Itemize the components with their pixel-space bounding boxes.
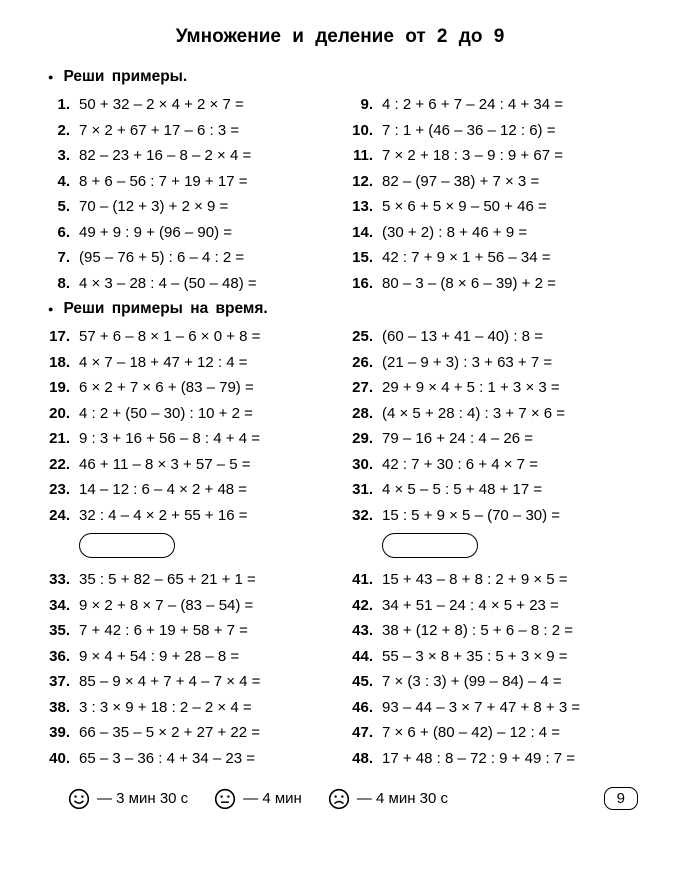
- legend-item-neutral: [214, 788, 302, 810]
- exercise-row: [40, 426, 337, 452]
- exercise-number: 16.: [352, 274, 373, 292]
- page-number-badge: [604, 787, 638, 810]
- exercise-expression: 93 – 44 – 3 × 7 + 47 + 8 + 3 =: [382, 698, 581, 716]
- exercise-row: [40, 695, 337, 721]
- exercise-expression: 57 + 6 – 8 × 1 – 6 × 0 + 8 =: [79, 328, 261, 345]
- legend-label-sad: — 4 мин 30 с: [356, 790, 448, 807]
- exercise-expression: 7 × 2 + 67 + 17 – 6 : 3 =: [79, 121, 240, 139]
- exercise-number: 25.: [352, 328, 373, 345]
- exercise-number: 28.: [352, 404, 373, 422]
- exercise-expression: (21 – 9 + 3) : 3 + 63 + 7 =: [382, 353, 553, 371]
- exercise-expression: (4 × 5 + 28 : 4) : 3 + 7 × 6 =: [382, 404, 566, 422]
- exercise-row: [343, 426, 640, 452]
- exercise-row: [40, 644, 337, 670]
- exercise-list-17-24: [40, 324, 337, 528]
- exercise-expression: 50 + 32 – 2 × 4 + 2 × 7 =: [79, 96, 244, 113]
- exercise-number: 7.: [57, 249, 70, 266]
- exercise-row: [343, 669, 640, 695]
- section1-heading: [48, 68, 640, 86]
- exercise-number: 11.: [352, 147, 373, 164]
- exercise-row: [343, 350, 640, 376]
- exercise-row: [40, 746, 337, 772]
- exercise-row: [40, 452, 337, 478]
- exercise-number: 21.: [49, 430, 70, 447]
- exercise-number: 38.: [49, 698, 70, 716]
- exercise-row: [40, 194, 337, 220]
- time-legend: [68, 788, 448, 810]
- exercise-expression: 80 – 3 – (8 × 6 – 39) + 2 =: [382, 274, 556, 292]
- exercise-number: 35.: [49, 622, 70, 639]
- exercise-row: [343, 401, 640, 427]
- exercise-number: 10.: [352, 121, 373, 139]
- exercise-number: 37.: [49, 673, 70, 690]
- exercise-number: 46.: [352, 698, 373, 716]
- exercise-row: [343, 324, 640, 350]
- exercise-row: [343, 92, 640, 118]
- exercise-number: 39.: [49, 724, 70, 741]
- exercise-number: 24.: [49, 506, 70, 524]
- legend-label-neutral: — 4 мин: [243, 790, 302, 807]
- exercise-row: [343, 618, 640, 644]
- exercise-row: [343, 220, 640, 246]
- exercise-expression: 15 + 43 – 8 + 8 : 2 + 9 × 5 =: [382, 571, 568, 588]
- exercise-expression: 7 × (3 : 3) + (99 – 84) – 4 =: [382, 673, 562, 690]
- exercise-expression: 4 : 2 + 6 + 7 – 24 : 4 + 34 =: [382, 96, 563, 113]
- exercise-expression: 3 : 3 × 9 + 18 : 2 – 2 × 4 =: [79, 698, 252, 716]
- exercise-expression: 42 : 7 + 9 × 1 + 56 – 34 =: [382, 249, 551, 266]
- exercise-number: 33.: [49, 571, 70, 588]
- exercise-expression: 7 : 1 + (46 – 36 – 12 : 6) =: [382, 121, 556, 139]
- exercise-number: 32.: [352, 506, 373, 524]
- exercise-number: 26.: [352, 353, 373, 371]
- section2-group1-columns: [40, 324, 640, 528]
- legend-label-happy: — 3 мин 30 с: [97, 790, 189, 807]
- exercise-number: 42.: [352, 596, 373, 614]
- exercise-expression: 4 : 2 + (50 – 30) : 10 + 2 =: [79, 404, 253, 422]
- exercise-row: [40, 375, 337, 401]
- exercise-expression: (30 + 2) : 8 + 46 + 9 =: [382, 223, 528, 241]
- exercise-list-9-16: [343, 92, 640, 296]
- exercise-number: 29.: [352, 430, 373, 447]
- exercise-expression: 32 : 4 – 4 × 2 + 55 + 16 =: [79, 506, 248, 524]
- time-answer-boxes-row1: [40, 533, 640, 558]
- exercise-row: [40, 503, 337, 529]
- exercise-row: [40, 618, 337, 644]
- exercise-number: 41.: [352, 571, 373, 588]
- exercise-expression: 9 × 2 + 8 × 7 – (83 – 54) =: [79, 596, 254, 614]
- exercise-expression: 38 + (12 + 8) : 5 + 6 – 8 : 2 =: [382, 622, 573, 639]
- exercise-row: [343, 375, 640, 401]
- exercise-row: [343, 567, 640, 593]
- exercise-row: [40, 92, 337, 118]
- exercise-expression: (95 – 76 + 5) : 6 – 4 : 2 =: [79, 249, 245, 266]
- exercise-expression: 9 × 4 + 54 : 9 + 28 – 8 =: [79, 647, 240, 665]
- exercise-number: 43.: [352, 622, 373, 639]
- neutral-face-icon: [214, 788, 236, 810]
- exercise-expression: 29 + 9 × 4 + 5 : 1 + 3 × 3 =: [382, 379, 560, 396]
- exercise-expression: 66 – 35 – 5 × 2 + 27 + 22 =: [79, 724, 260, 741]
- exercise-number: 44.: [352, 647, 373, 665]
- exercise-number: 18.: [49, 353, 70, 371]
- exercise-number: 40.: [49, 749, 70, 767]
- exercise-list-1-8: [40, 92, 337, 296]
- exercise-expression: 4 × 3 – 28 : 4 – (50 – 48) =: [79, 274, 257, 292]
- exercise-expression: 8 + 6 – 56 : 7 + 19 + 17 =: [79, 172, 248, 190]
- exercise-expression: 55 – 3 × 8 + 35 : 5 + 3 × 9 =: [382, 647, 568, 665]
- exercise-number: 23.: [49, 481, 70, 498]
- exercise-list-41-48: [343, 567, 640, 771]
- section2-heading: [48, 300, 640, 318]
- exercise-expression: 82 – (97 – 38) + 7 × 3 =: [382, 172, 540, 190]
- exercise-number: 13.: [352, 198, 373, 215]
- exercise-row: [343, 746, 640, 772]
- exercise-row: [343, 593, 640, 619]
- exercise-list-25-32: [343, 324, 640, 528]
- exercise-list-33-40: [40, 567, 337, 771]
- bullet-icon: ●: [48, 71, 54, 82]
- legend-item-sad: [328, 788, 448, 810]
- exercise-number: 19.: [49, 379, 70, 396]
- exercise-expression: 34 + 51 – 24 : 4 × 5 + 23 =: [382, 596, 559, 614]
- exercise-number: 30.: [352, 455, 373, 473]
- exercise-number: 12.: [352, 172, 373, 190]
- exercise-expression: 70 – (12 + 3) + 2 × 9 =: [79, 198, 229, 215]
- exercise-expression: 9 : 3 + 16 + 56 – 8 : 4 + 4 =: [79, 430, 260, 447]
- exercise-number: 3.: [57, 147, 70, 164]
- exercise-row: [40, 593, 337, 619]
- exercise-expression: 46 + 11 – 8 × 3 + 57 – 5 =: [79, 455, 251, 473]
- page-number-text: 9: [616, 790, 625, 807]
- exercise-number: 27.: [352, 379, 373, 396]
- exercise-expression: 5 × 6 + 5 × 9 – 50 + 46 =: [382, 198, 547, 215]
- exercise-row: [40, 401, 337, 427]
- exercise-row: [40, 169, 337, 195]
- exercise-row: [343, 118, 640, 144]
- exercise-row: [343, 271, 640, 297]
- exercise-expression: 6 × 2 + 7 × 6 + (83 – 79) =: [79, 379, 254, 396]
- exercise-expression: 14 – 12 : 6 – 4 × 2 + 48 =: [79, 481, 248, 498]
- page-footer: [40, 787, 640, 810]
- section1-heading-text: Реши примеры.: [63, 68, 188, 85]
- exercise-expression: 7 + 42 : 6 + 19 + 58 + 7 =: [79, 622, 248, 639]
- exercise-row: [40, 669, 337, 695]
- exercise-row: [343, 169, 640, 195]
- exercise-number: 2.: [57, 121, 70, 139]
- exercise-number: 20.: [49, 404, 70, 422]
- exercise-number: 17.: [49, 328, 70, 345]
- exercise-number: 31.: [352, 481, 373, 498]
- exercise-expression: 7 × 2 + 18 : 3 – 9 : 9 + 67 =: [382, 147, 563, 164]
- exercise-row: [343, 695, 640, 721]
- exercise-number: 34.: [49, 596, 70, 614]
- exercise-expression: 4 × 5 – 5 : 5 + 48 + 17 =: [382, 481, 543, 498]
- exercise-number: 6.: [57, 223, 70, 241]
- section2-heading-text: Реши примеры на время.: [63, 300, 268, 317]
- exercise-row: [40, 567, 337, 593]
- exercise-row: [40, 143, 337, 169]
- exercise-number: 9.: [360, 96, 373, 113]
- exercise-number: 45.: [352, 673, 373, 690]
- exercise-row: [343, 720, 640, 746]
- exercise-expression: (60 – 13 + 41 – 40) : 8 =: [382, 328, 543, 345]
- exercise-number: 4.: [57, 172, 70, 190]
- exercise-number: 8.: [57, 274, 70, 292]
- exercise-number: 5.: [57, 198, 70, 215]
- section1-columns: [40, 92, 640, 296]
- time-answer-box-left[interactable]: [79, 533, 175, 558]
- exercise-expression: 85 – 9 × 4 + 7 + 4 – 7 × 4 =: [79, 673, 261, 690]
- exercise-number: 47.: [352, 724, 373, 741]
- exercise-row: [40, 324, 337, 350]
- exercise-row: [40, 245, 337, 271]
- exercise-expression: 65 – 3 – 36 : 4 + 34 – 23 =: [79, 749, 255, 767]
- exercise-number: 48.: [352, 749, 373, 767]
- exercise-expression: 82 – 23 + 16 – 8 – 2 × 4 =: [79, 147, 252, 164]
- happy-face-icon: [68, 788, 90, 810]
- page-title: Умножение и деление от 2 до 9: [175, 26, 505, 47]
- exercise-row: [343, 245, 640, 271]
- exercise-expression: 15 : 5 + 9 × 5 – (70 – 30) =: [382, 506, 561, 524]
- exercise-number: 36.: [49, 647, 70, 665]
- exercise-expression: 7 × 6 + (80 – 42) – 12 : 4 =: [382, 724, 561, 741]
- exercise-row: [343, 143, 640, 169]
- exercise-row: [343, 644, 640, 670]
- time-answer-box-right[interactable]: [382, 533, 478, 558]
- exercise-row: [40, 350, 337, 376]
- exercise-row: [343, 452, 640, 478]
- exercise-row: [40, 720, 337, 746]
- exercise-expression: 35 : 5 + 82 – 65 + 21 + 1 =: [79, 571, 256, 588]
- exercise-row: [343, 477, 640, 503]
- legend-item-happy: [68, 788, 188, 810]
- section2-group2-columns: [40, 567, 640, 771]
- exercise-number: 22.: [49, 455, 70, 473]
- exercise-row: [40, 118, 337, 144]
- exercise-number: 15.: [352, 249, 373, 266]
- exercise-expression: 79 – 16 + 24 : 4 – 26 =: [382, 430, 533, 447]
- exercise-expression: 4 × 7 – 18 + 47 + 12 : 4 =: [79, 353, 248, 371]
- exercise-row: [40, 477, 337, 503]
- exercise-expression: 17 + 48 : 8 – 72 : 9 + 49 : 7 =: [382, 749, 576, 767]
- exercise-row: [40, 220, 337, 246]
- exercise-number: 14.: [352, 223, 373, 241]
- exercise-row: [40, 271, 337, 297]
- exercise-number: 1.: [57, 96, 70, 113]
- exercise-expression: 49 + 9 : 9 + (96 – 90) =: [79, 223, 233, 241]
- exercise-expression: 42 : 7 + 30 : 6 + 4 × 7 =: [382, 455, 538, 473]
- sad-face-icon: [328, 788, 350, 810]
- exercise-row: [343, 194, 640, 220]
- bullet-icon: ●: [48, 303, 54, 314]
- exercise-row: [343, 503, 640, 529]
